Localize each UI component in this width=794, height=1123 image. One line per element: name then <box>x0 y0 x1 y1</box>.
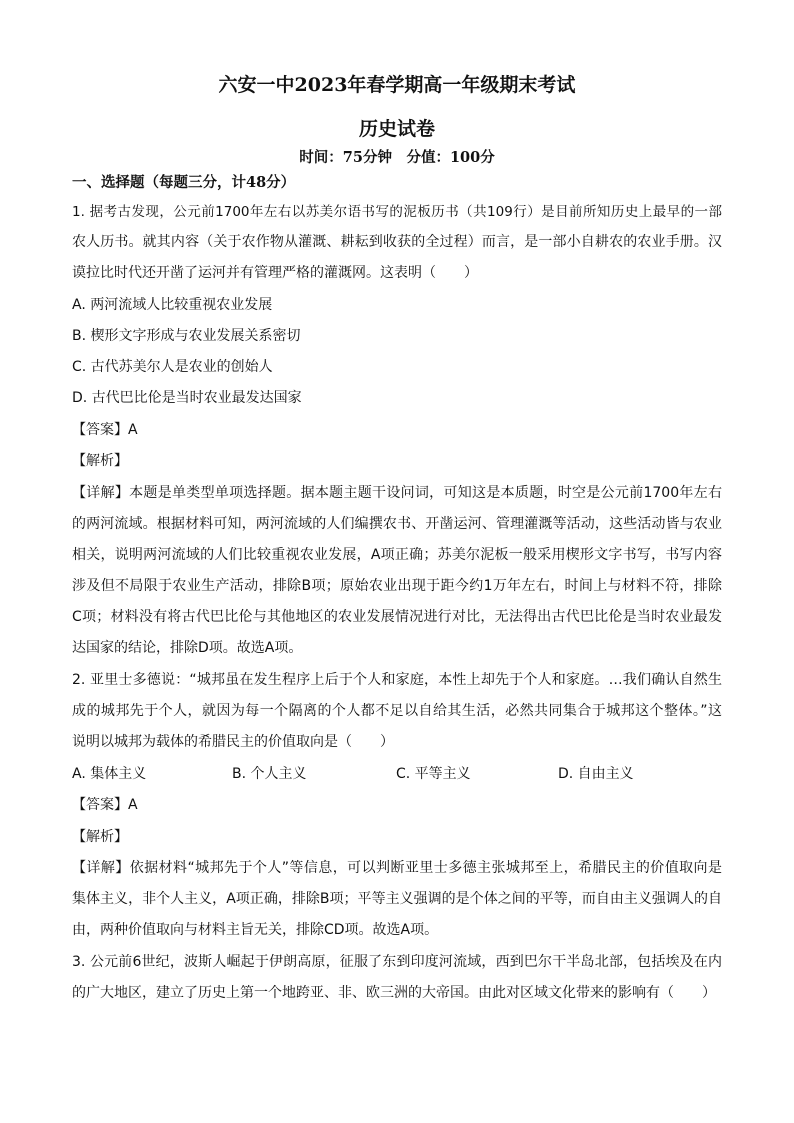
q2-stem-line: 2. 亚里士多德说：“城邦虽在发生程序上后于个人和家庭，本性上却先于个人和家庭。…我们确认自然生 <box>72 672 722 688</box>
q2-detail-line: 【详解】依据材料“城邦先于个人”等信息，可以判断亚里士多德主张城邦至上，希腊民主的价值取向是 <box>72 860 722 876</box>
q2-stem-line: 成的城邦先于个人，就因为每一个隔离的个人都不足以自给其生活，必然共同集合于城邦这个整体。”这 <box>72 703 722 719</box>
q1-analysis-label: 【解析】 <box>72 453 128 469</box>
q1-option-d: D. 古代巴比伦是当时农业最发达国家 <box>72 390 302 406</box>
q1-stem-line: 谟拉比时代还开凿了运河并有管理严格的灌溉网。这表明（ ） <box>72 265 478 281</box>
q2-option-b: B. 个人主义 <box>232 766 307 782</box>
q2-analysis-label: 【解析】 <box>72 829 128 845</box>
exam-subject: 历史试卷 <box>358 118 435 140</box>
q1-detail-line: 的两河流域。根据材料可知，两河流域的人们编撰农书、开凿运河、管理灌溉等活动，这些活动皆与农业 <box>72 516 722 532</box>
q1-option-b: B. 楔形文字形成与农业发展关系密切 <box>72 328 301 344</box>
q1-option-c: C. 古代苏美尔人是农业的创始人 <box>72 359 273 375</box>
exam-title: 六安一中2023年春学期高一年级期末考试 <box>218 74 576 96</box>
q1-detail-line: 相关，说明两河流域的人们比较重视农业发展，A项正确；苏美尔泥板一般采用楔形文字书写，书写内容 <box>72 547 722 563</box>
q2-option-a: A. 集体主义 <box>72 766 147 782</box>
q2-option-d: D. 自由主义 <box>558 766 634 782</box>
q2-option-c: C. 平等主义 <box>396 766 471 782</box>
q3-stem-line: 的广大地区，建立了历史上第一个地跨亚、非、欧三洲的大帝国。由此对区域文化带来的影响有（ ） <box>72 985 716 1001</box>
q2-detail-line: 集体主义，非个人主义，A项正确，排除B项；平等主义强调的是个体之间的平等，而自由主义强调人的自 <box>72 891 722 907</box>
q2-stem-line: 说明以城邦为载体的希腊民主的价值取向是（ ） <box>72 734 394 750</box>
q2-answer: 【答案】A <box>72 797 138 813</box>
q3-stem-line: 3. 公元前6世纪，波斯人崛起于伊朗高原，征服了东到印度河流域，西到巴尔干半岛北部，包括埃及在内 <box>72 954 722 970</box>
section-heading: 一、选择题（每题三分，计48分） <box>72 174 296 191</box>
q1-stem-line: 1. 据考古发现，公元前1700年左右以苏美尔语书写的泥板历书（共109行）是目前所知历史上最早的一部 <box>72 204 722 220</box>
exam-meta: 时间：75分钟 分值：100分 <box>299 149 495 166</box>
q1-option-a: A. 两河流域人比较重视农业发展 <box>72 297 273 313</box>
q1-detail-line: 达国家的结论，排除D项。故选A项。 <box>72 640 303 656</box>
q1-detail-line: 涉及但不局限于农业生产活动，排除B项；原始农业出现于距今约1万年左右，时间上与材料不符，排除 <box>72 578 722 594</box>
q1-detail-line: C项；材料没有将古代巴比伦与其他地区的农业发展情况进行对比，无法得出古代巴比伦是当时农业最发 <box>72 609 722 625</box>
q1-stem-line: 农人历书。就其内容（关于农作物从灌溉、耕耘到收获的全过程）而言，是一部小自耕农的农业手册。汉 <box>72 234 722 250</box>
q1-answer: 【答案】A <box>72 422 138 438</box>
q2-detail-line: 由，两种价值取向与材料主旨无关，排除CD项。故选A项。 <box>72 922 439 938</box>
q1-detail-line: 【详解】本题是单类型单项选择题。据本题主题干设问词，可知这是本质题，时空是公元前1700年左右 <box>72 485 722 501</box>
